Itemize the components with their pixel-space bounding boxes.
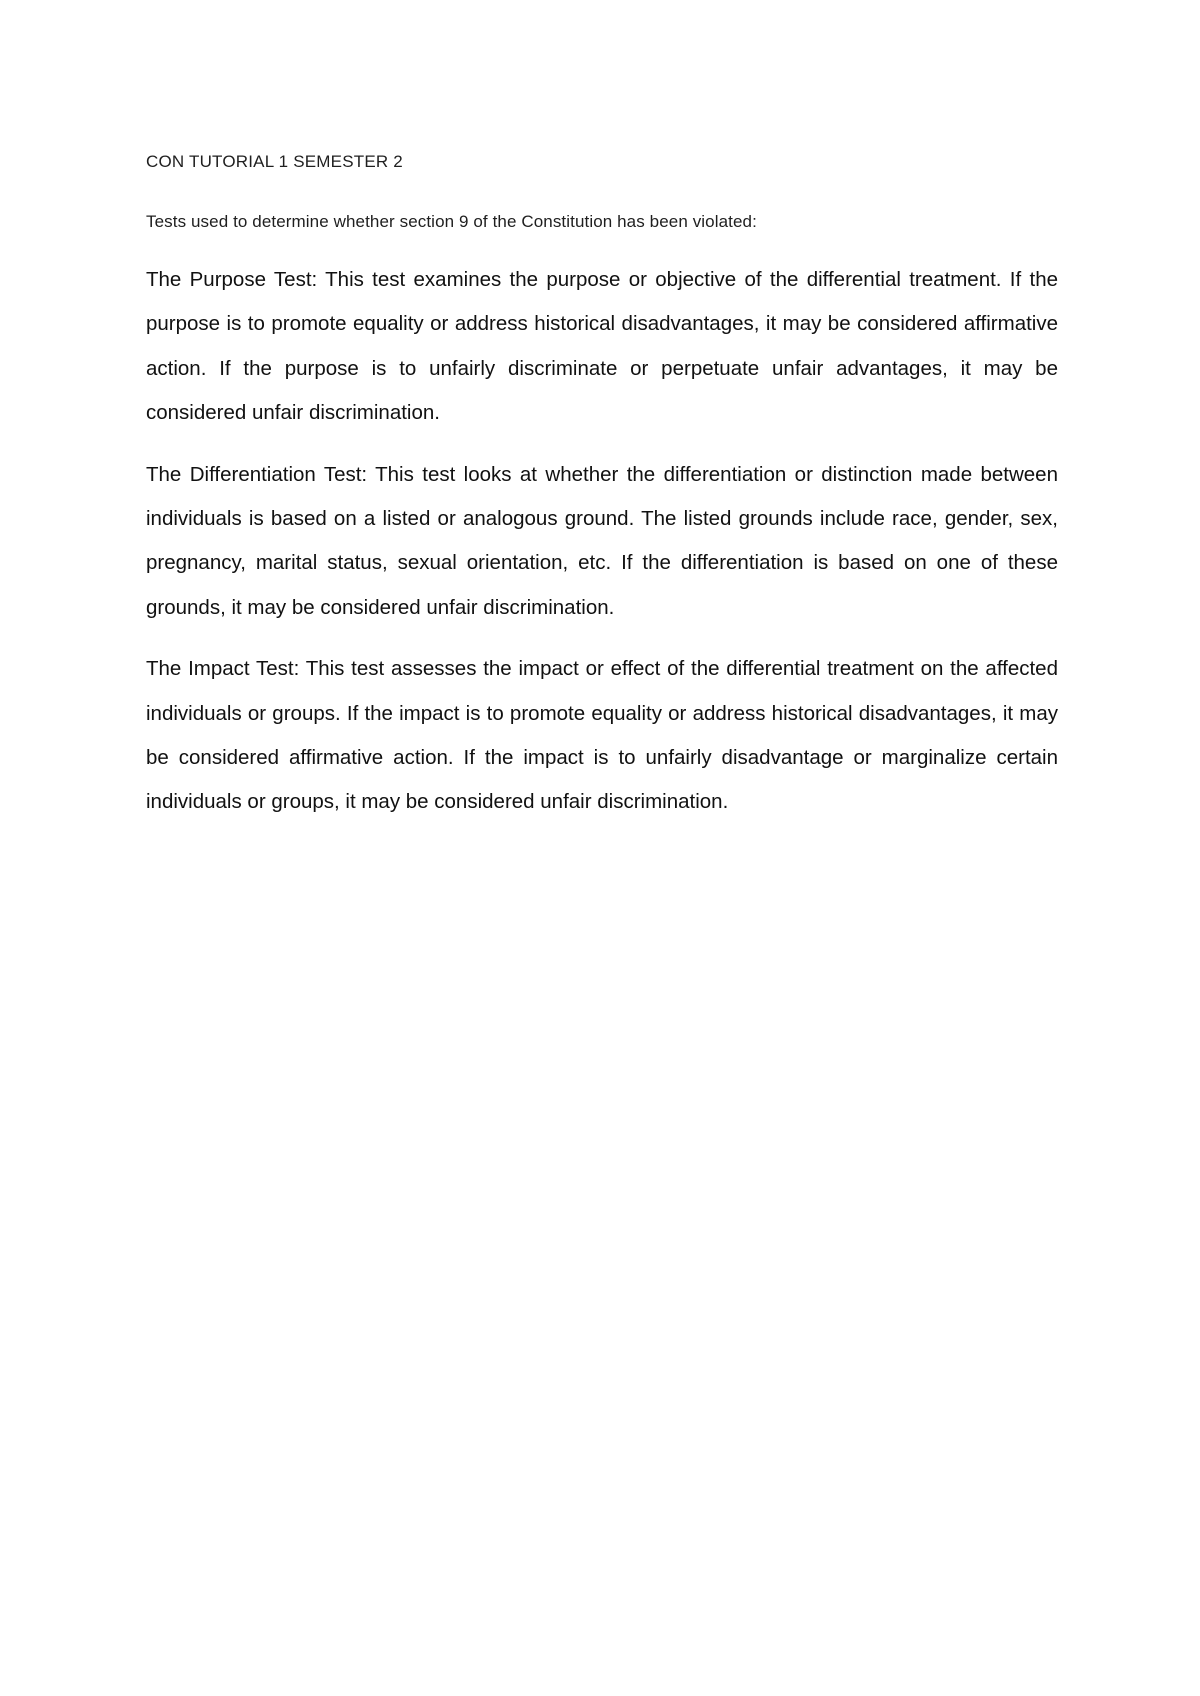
document-intro: Tests used to determine whether section 9 of the Constitution has been violated:	[146, 212, 757, 231]
paragraph-purpose-test: The Purpose Test: This test examines the purpose or objective of the differential treatment. If the purpose is to promote equality or address historical disadvantages, it may be considered affirmative action. If the purpose is to unfairly discriminate or perpetuate unfair advantages, it may be considered unfair discrimination.	[146, 268, 1058, 425]
document-body	[146, 148, 1058, 825]
paragraph-differentiation-test: The Differentiation Test: This test looks at whether the differentiation or distinction made between individuals is based on a listed or analogous ground. The listed grounds include race, gender, sex, pregnancy, marital status, sexual orientation, etc. If the differentiation is based on one of these grounds, it may be considered unfair discrimination.	[146, 462, 1058, 619]
paragraph-impact-test: The Impact Test: This test assesses the impact or effect of the differential treatment on the affected individuals or groups. If the impact is to promote equality or address historical disadvantages, it may be considered affirmative action. If the impact is to unfairly disadvantage or marginalize certain individuals or groups, it may be considered unfair discrimination.	[146, 657, 1058, 814]
document-title: CON TUTORIAL 1 SEMESTER 2	[146, 152, 403, 171]
